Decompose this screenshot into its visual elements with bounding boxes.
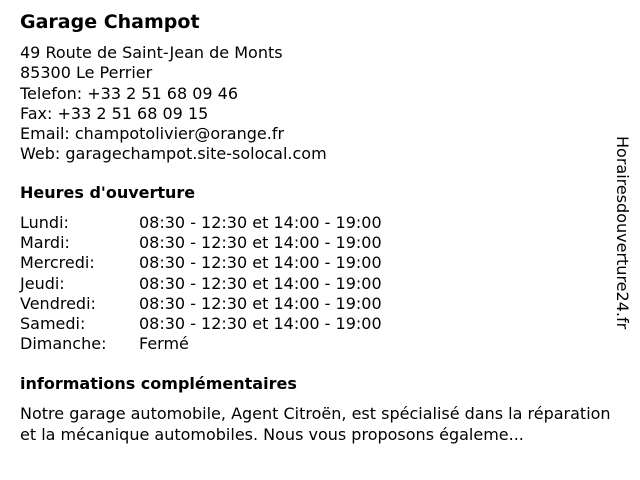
hours-time: 08:30 - 12:30 et 14:00 - 19:00 (139, 293, 382, 313)
hours-time: 08:30 - 12:30 et 14:00 - 19:00 (139, 233, 382, 253)
hours-row-monday (20, 213, 382, 233)
additional-info-heading: informations complémentaires (20, 374, 297, 393)
opening-hours-table (20, 213, 382, 354)
hours-time: 08:30 - 12:30 et 14:00 - 19:00 (139, 314, 382, 334)
hours-day: Vendredi: (20, 293, 96, 313)
address-line-2: 85300 Le Perrier (20, 63, 153, 83)
hours-time: Fermé (139, 334, 189, 354)
hours-row-sunday (20, 334, 382, 354)
hours-day: Samedi: (20, 314, 86, 334)
address-line-1: 49 Route de Saint-Jean de Monts (20, 43, 283, 62)
hours-day: Lundi: (20, 213, 69, 232)
site-watermark: Horairesdouverture24.fr (613, 136, 632, 330)
hours-row-friday (20, 294, 382, 314)
hours-day: Dimanche: (20, 334, 107, 354)
hours-day: Mercredi: (20, 253, 95, 273)
page-title: Garage Champot (20, 11, 200, 33)
hours-day: Mardi: (20, 233, 70, 253)
hours-time: 08:30 - 12:30 et 14:00 - 19:00 (139, 273, 382, 293)
hours-time: 08:30 - 12:30 et 14:00 - 19:00 (139, 213, 382, 232)
hours-time: 08:30 - 12:30 et 14:00 - 19:00 (139, 253, 382, 273)
hours-day: Jeudi: (20, 273, 65, 293)
website-address: Web: garagechampot.site-solocal.com (20, 144, 327, 164)
contact-block (20, 43, 327, 165)
hours-row-saturday (20, 314, 382, 334)
hours-row-wednesday (20, 253, 382, 273)
hours-row-tuesday (20, 233, 382, 253)
hours-row-thursday (20, 274, 382, 294)
email-address: Email: champotolivier@orange.fr (20, 124, 285, 144)
additional-info-text: Notre garage automobile, Agent Citroën, est spécialisé dans la réparation et la mécanique automobiles. Nous vous proposons égaleme... (20, 404, 611, 444)
opening-hours-heading: Heures d'ouverture (20, 183, 196, 202)
phone-number: Telefon: +33 2 51 68 09 46 (20, 83, 239, 103)
fax-number: Fax: +33 2 51 68 09 15 (20, 103, 209, 123)
